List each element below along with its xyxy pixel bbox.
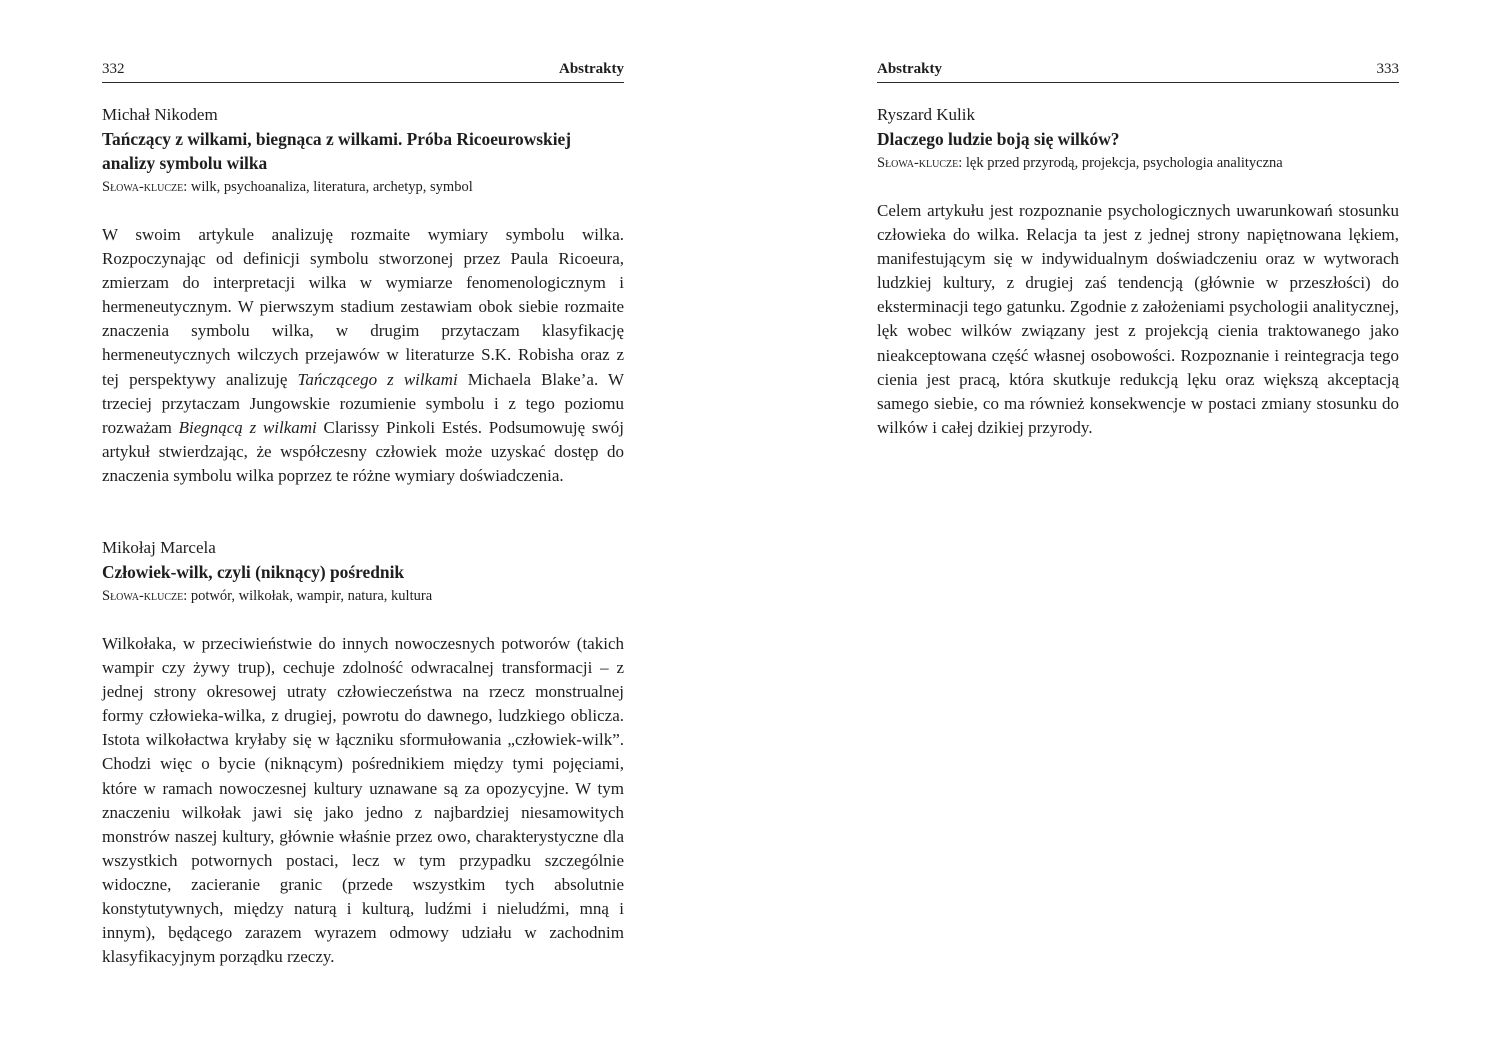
abstract-text: Celem artykułu jest rozpoznanie psychologicznych uwarunkowań stosunku człowieka do wilka. Relacja ta jest z jednej strony napiętnowana lękiem, manifestującym się w indywidualnym doświadczeniu oraz w wytworach ludzkiej kultury, z drugiej zaś tendencją (głównie w przeszłości) do eksterminacji tego gatunku. Zgodnie z założeniami psychologii analitycznej, lęk wobec wilków związany jest z projekcją cienia traktowanego jako nieakceptowana część własnej osobowości. Rozpoznanie i reintegracja tego cienia jest pracą, która skutkuje redukcją lęku oraz większą akceptacją samego siebie, co ma również konsekwencje w postaci zmiany stosunku do wilków i całej dzikiej przyrody. xyxy=(877,201,1399,437)
book-title-italic: Biegnącą z wilkami xyxy=(178,417,317,437)
text-segment: Clarissy Pinkoli Estés. Podsumowuję swój artykuł stwierdzając, że współczesny człowiek może uzyskać dostęp do znaczenia symbolu wilka poprzez te różne wymiary doświadczenia. xyxy=(102,417,625,485)
author-name: Michał Nikodem xyxy=(102,105,218,124)
abstract-text: Wilkołaka, w przeciwieństwie do innych nowoczesnych potworów (takich wampir czy żywy trup), cechuje zdolność odwracalnej transformacji – z jednej strony okresowej utraty człowieczeństwa na rzecz monstrualnej formy człowieka-wilka, z drugiej, powrotu do dawnego, ludzkiego oblicza. Istota wilkołactwa kryłaby się w łączniku sformułowania „człowiek-wilk”. Chodzi więc o bycie (niknącym) pośrednikiem między tymi pojęciami, które w ramach nowoczesnej kultury uznawane są za opozycyjne. W tym znaczeniu wilkołak jawi się jako jedno z najbardziej niesamowitych monstrów naszej kultury, głównie właśnie przez owo, charakterystyczne dla wszystkich potwornych postaci, lecz w tym przypadku szczególnie widoczne, zacieranie granic (przede wszystkim tych absolutnie konstytutywnych, między naturą i kulturą, ludźmi i nieludźmi, mną i innym), będącego zarazem wyrazem odmowy udziału w zachodnim klasyfikacyjnym porządku rzeczy. xyxy=(102,634,624,967)
abstract-marcela xyxy=(102,536,624,969)
keywords-list: lęk przed przyrodą, projekcja, psychologia analityczna xyxy=(965,155,1283,171)
keywords-line: Słowa-klucze: wilk, psychoanaliza, literatura, archetyp, symbol xyxy=(102,179,473,195)
text-segment: Michaela Blake’a. W trzeciej przytaczam Jungowskie rozumienie symbolu i z tego poziomu rozważam xyxy=(102,369,625,437)
running-title: Abstrakty xyxy=(877,61,943,77)
running-head-left xyxy=(102,58,624,83)
abstract-kulik xyxy=(877,103,1399,440)
running-title: Abstrakty xyxy=(558,61,624,77)
abstract-nikodem xyxy=(102,103,624,488)
keywords-list: potwór, wilkołak, wampir, natura, kultura xyxy=(190,588,433,604)
keywords-label: Słowa-klucze xyxy=(102,179,184,195)
abstract-text xyxy=(102,223,624,488)
running-head-right xyxy=(877,58,1399,83)
page-number: 332 xyxy=(102,61,125,77)
text-segment: W swoim artykule analizuję rozmaite wymiary symbolu wilka. Rozpoczynając od definicji symbolu stworzonej przez Paula Ricoeura, zmierzam do interpretacji wilka w wymiarze fenomenologicznym i hermeneutycznym. W pierwszym stadium zestawiam obok siebie rozmaite znaczenia symbolu wilka, w drugim przytaczam klasyfikację hermeneutycznych wilczych przejawów w literaturze S.K. Robisha oraz z tej perspektywy analizuję xyxy=(102,225,624,389)
author-name: Mikołaj Marcela xyxy=(102,538,216,557)
book-title-italic: Tańczącego z wilkami xyxy=(297,369,458,389)
author-name: Ryszard Kulik xyxy=(877,105,975,124)
keywords-list: wilk, psychoanaliza, literatura, archetyp, symbol xyxy=(190,179,473,195)
keywords-line: Słowa-klucze: lęk przed przyrodą, projekcja, psychologia analityczna xyxy=(877,155,1283,171)
page-number: 333 xyxy=(1376,61,1399,77)
article-title: Tańczący z wilkami, biegnąca z wilkami. Próba Ricoeurowskiej analizy symbolu wilka xyxy=(102,129,572,173)
keywords-line: Słowa-klucze: potwór, wilkołak, wampir, natura, kultura xyxy=(102,588,433,604)
keywords-label: Słowa-klucze xyxy=(877,155,959,171)
keywords-label: Słowa-klucze xyxy=(102,588,184,604)
article-title: Człowiek-wilk, czyli (niknący) pośrednik xyxy=(102,562,405,582)
article-title: Dlaczego ludzie boją się wilków? xyxy=(877,129,1120,149)
